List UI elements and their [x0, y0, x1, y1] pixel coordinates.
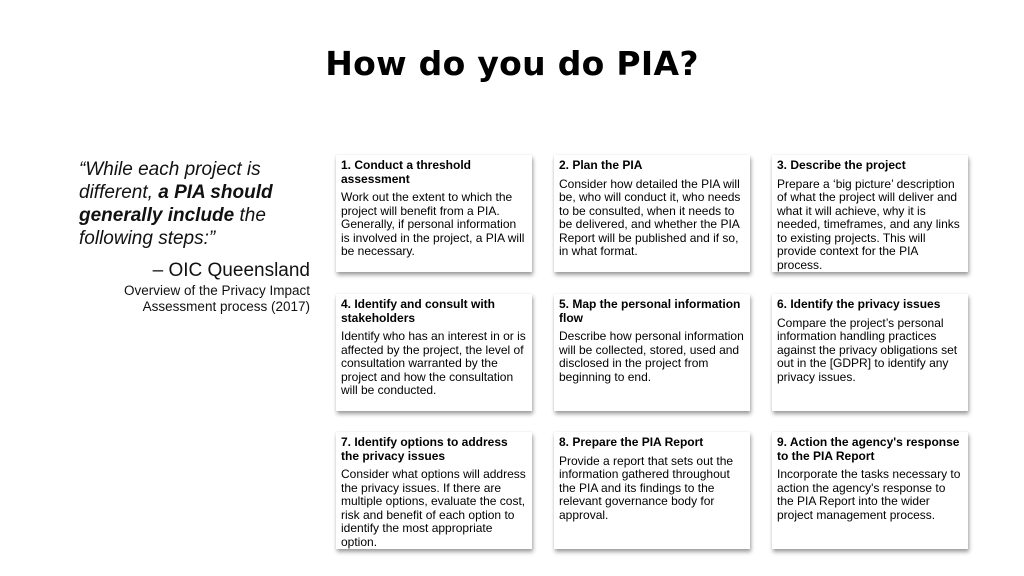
step-body: Work out the extent to which the project will benefit from a PIA. Generally, if personal information is involved in the project, a PIA will be necessary. — [341, 190, 525, 258]
quote-text-end: the following steps:” — [79, 205, 266, 249]
step-body: Consider how detailed the PIA will be, who will conduct it, who needs to be consulted, when it needs to be delivered, and whether the PIA Report will be published and if so, in what format. — [559, 176, 741, 258]
step-card-2 — [554, 155, 750, 272]
step-body: Incorporate the tasks necessary to action the agency's response to the PIA Report into the wider project management process. — [777, 467, 961, 522]
step-card-4 — [336, 294, 532, 411]
step-title: 9. Action the agency's response to the PIA Report — [777, 435, 960, 463]
step-body: Provide a report that sets out the information gathered throughout the PIA and its findings to the relevant governance body for approval. — [559, 453, 734, 522]
step-title: 5. Map the personal information flow — [559, 297, 741, 325]
quote-source: Overview of the Privacy Impact Assessment process (2017) — [123, 283, 310, 314]
step-card-7 — [336, 432, 532, 549]
step-body: Prepare a ‘big picture’ description of what the project will deliver and what it will achieve, why it is needed, timeframes, and any links to existing projects. This will provide context for the PIA process. — [777, 176, 960, 272]
step-card-8 — [554, 432, 750, 549]
step-title: 3. Describe the project — [777, 158, 906, 172]
step-title: 2. Plan the PIA — [559, 158, 643, 172]
step-body: Compare the project’s personal information handling practices against the privacy obligations set out in the [GDPR] to identify any privacy issues. — [777, 315, 958, 384]
quote — [79, 158, 319, 250]
step-title: 4. Identify and consult with stakeholders — [341, 297, 496, 325]
step-title: 7. Identify options to address the privacy issues — [341, 435, 508, 463]
step-body: Describe how personal information will be collected, stored, used and disclosed in the project from beginning to end. — [559, 329, 744, 384]
step-title: 6. Identify the privacy issues — [777, 297, 941, 311]
step-card-3 — [772, 155, 968, 272]
quote-emphasis: a PIA should generally include — [79, 182, 273, 226]
page-title: How do you do PIA? — [325, 44, 699, 83]
step-card-6 — [772, 294, 968, 411]
quote-attribution: – OIC Queensland — [152, 260, 310, 281]
step-card-1 — [336, 155, 532, 272]
step-card-5 — [554, 294, 750, 411]
step-title: 8. Prepare the PIA Report — [559, 435, 704, 449]
quote-text-start: “While each project is different, — [79, 159, 261, 203]
step-card-9 — [772, 432, 968, 549]
step-title: 1. Conduct a threshold assessment — [341, 158, 472, 186]
step-body: Consider what options will address the privacy issues. If there are multiple options, evaluate the cost, risk and benefit of each option to identify the most appropriate option. — [341, 467, 526, 549]
step-body: Identify who has an interest in or is affected by the project, the level of consultation warranted by the project and how the consultation will be conducted. — [341, 329, 526, 397]
